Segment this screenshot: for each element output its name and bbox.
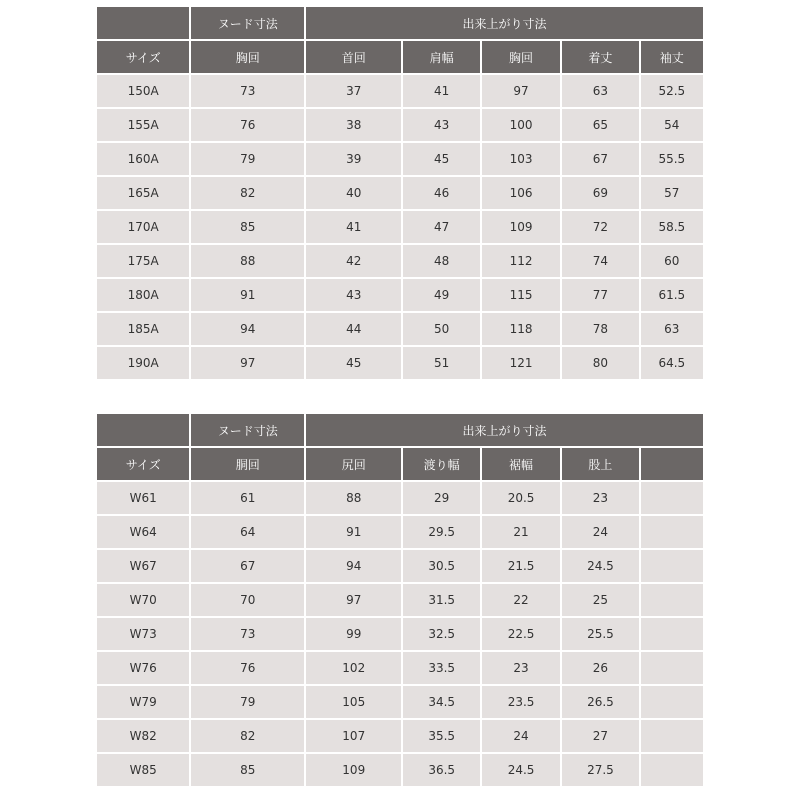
table-cell: 88 (191, 245, 304, 277)
table-cell: 67 (562, 143, 638, 175)
table-cell: 73 (191, 75, 304, 107)
table-cell: 21.5 (482, 550, 560, 582)
table-cell: 102 (306, 652, 401, 684)
table-cell: 61 (191, 482, 304, 514)
table-cell: 64 (191, 516, 304, 548)
column-header: 着丈 (562, 41, 638, 73)
table-cell (641, 720, 703, 752)
table-cell: 31.5 (403, 584, 479, 616)
size-label-cell: W70 (97, 584, 189, 616)
table-cell: 35.5 (403, 720, 479, 752)
size-label-cell: 155A (97, 109, 189, 141)
table-cell: 29 (403, 482, 479, 514)
table-cell: 73 (191, 618, 304, 650)
column-header: 裾幅 (482, 448, 560, 480)
table-cell: 37 (306, 75, 401, 107)
size-label-cell: W73 (97, 618, 189, 650)
table-cell: 94 (191, 313, 304, 345)
table-cell (641, 550, 703, 582)
table-cell: 79 (191, 143, 304, 175)
table-cell: 88 (306, 482, 401, 514)
column-header-row (97, 448, 703, 480)
table-cell: 52.5 (641, 75, 703, 107)
column-header: 渡り幅 (403, 448, 479, 480)
table-cell: 72 (562, 211, 638, 243)
finished-size-header: 出来上がり寸法 (306, 414, 703, 446)
table-cell: 26 (562, 652, 638, 684)
table-cell: 41 (403, 75, 479, 107)
size-label-cell: W85 (97, 754, 189, 786)
size-label-cell: W64 (97, 516, 189, 548)
group-header-row (97, 7, 703, 39)
table-cell: 58.5 (641, 211, 703, 243)
table-cell: 79 (191, 686, 304, 718)
table-cell: 100 (482, 109, 560, 141)
table-cell (641, 482, 703, 514)
table-row (97, 720, 703, 752)
table-cell: 27.5 (562, 754, 638, 786)
column-header-row (97, 41, 703, 73)
table-cell: 63 (641, 313, 703, 345)
column-header: サイズ (97, 41, 189, 73)
table-cell: 40 (306, 177, 401, 209)
table-cell: 43 (306, 279, 401, 311)
table-cell: 64.5 (641, 347, 703, 379)
column-header: 肩幅 (403, 41, 479, 73)
table-cell: 91 (191, 279, 304, 311)
column-header: 尻回 (306, 448, 401, 480)
table-cell: 38 (306, 109, 401, 141)
table-cell: 121 (482, 347, 560, 379)
table-cell: 24 (562, 516, 638, 548)
table-cell: 109 (306, 754, 401, 786)
table-cell: 82 (191, 720, 304, 752)
table-cell: 80 (562, 347, 638, 379)
table-cell: 25.5 (562, 618, 638, 650)
table-cell: 30.5 (403, 550, 479, 582)
table-row (97, 584, 703, 616)
table-cell: 34.5 (403, 686, 479, 718)
table-row (97, 245, 703, 277)
column-header: 胴回 (191, 448, 304, 480)
table-row (97, 313, 703, 345)
column-header: 股上 (562, 448, 638, 480)
table-cell: 69 (562, 177, 638, 209)
table-cell: 51 (403, 347, 479, 379)
size-label-cell: W67 (97, 550, 189, 582)
table-cell: 25 (562, 584, 638, 616)
table-cell: 20.5 (482, 482, 560, 514)
corner-cell (97, 414, 189, 446)
table-cell: 39 (306, 143, 401, 175)
table-cell: 45 (306, 347, 401, 379)
size-label-cell: 170A (97, 211, 189, 243)
column-header: サイズ (97, 448, 189, 480)
column-header: 胸回 (482, 41, 560, 73)
size-label-cell: 150A (97, 75, 189, 107)
table-cell: 49 (403, 279, 479, 311)
table-row (97, 516, 703, 548)
table-cell: 74 (562, 245, 638, 277)
table-cell: 55.5 (641, 143, 703, 175)
table-cell: 41 (306, 211, 401, 243)
size-label-cell: 185A (97, 313, 189, 345)
table-cell: 82 (191, 177, 304, 209)
table-cell: 103 (482, 143, 560, 175)
column-header: 首回 (306, 41, 401, 73)
table-cell: 44 (306, 313, 401, 345)
table-cell: 77 (562, 279, 638, 311)
table-cell: 24.5 (482, 754, 560, 786)
group-header-row (97, 414, 703, 446)
table-cell (641, 652, 703, 684)
table-cell: 85 (191, 754, 304, 786)
table-cell: 76 (191, 652, 304, 684)
table-cell: 85 (191, 211, 304, 243)
table-cell: 26.5 (562, 686, 638, 718)
table-cell: 70 (191, 584, 304, 616)
table-cell: 22.5 (482, 618, 560, 650)
corner-cell (97, 7, 189, 39)
table-row (97, 279, 703, 311)
table-cell: 23.5 (482, 686, 560, 718)
table-row (97, 143, 703, 175)
table-cell: 43 (403, 109, 479, 141)
table-cell (641, 686, 703, 718)
table-cell: 54 (641, 109, 703, 141)
table-row (97, 109, 703, 141)
table-cell: 36.5 (403, 754, 479, 786)
bottom-size-table (95, 412, 705, 788)
table-cell: 65 (562, 109, 638, 141)
table-cell: 29.5 (403, 516, 479, 548)
size-label-cell: 165A (97, 177, 189, 209)
table-cell (641, 516, 703, 548)
table-row (97, 652, 703, 684)
table-cell (641, 754, 703, 786)
table-row (97, 550, 703, 582)
table-cell: 22 (482, 584, 560, 616)
table-cell: 27 (562, 720, 638, 752)
table-cell: 63 (562, 75, 638, 107)
table-row (97, 618, 703, 650)
table-cell: 99 (306, 618, 401, 650)
table-cell: 60 (641, 245, 703, 277)
table-row (97, 347, 703, 379)
table-cell: 109 (482, 211, 560, 243)
table-cell: 57 (641, 177, 703, 209)
table-cell: 24 (482, 720, 560, 752)
table-cell: 91 (306, 516, 401, 548)
size-label-cell: W61 (97, 482, 189, 514)
table-row (97, 75, 703, 107)
table-row (97, 211, 703, 243)
table-cell: 45 (403, 143, 479, 175)
table-cell: 78 (562, 313, 638, 345)
table-cell: 23 (562, 482, 638, 514)
table-row (97, 686, 703, 718)
column-header: 袖丈 (641, 41, 703, 73)
finished-size-header: 出来上がり寸法 (306, 7, 703, 39)
table-cell: 48 (403, 245, 479, 277)
table-cell: 67 (191, 550, 304, 582)
table-cell: 112 (482, 245, 560, 277)
nude-size-header: ヌード寸法 (191, 414, 304, 446)
size-label-cell: W76 (97, 652, 189, 684)
table-cell: 61.5 (641, 279, 703, 311)
table-cell: 50 (403, 313, 479, 345)
table-cell: 94 (306, 550, 401, 582)
table-cell: 46 (403, 177, 479, 209)
table-cell: 47 (403, 211, 479, 243)
table-cell: 105 (306, 686, 401, 718)
table-row (97, 482, 703, 514)
table-cell: 97 (191, 347, 304, 379)
table-cell: 97 (306, 584, 401, 616)
table-cell: 23 (482, 652, 560, 684)
size-label-cell: 160A (97, 143, 189, 175)
column-header: 胸回 (191, 41, 304, 73)
table-cell: 33.5 (403, 652, 479, 684)
size-label-cell: 190A (97, 347, 189, 379)
table-cell (641, 584, 703, 616)
top-size-table (95, 5, 705, 381)
table-cell: 107 (306, 720, 401, 752)
table-cell: 115 (482, 279, 560, 311)
column-header (641, 448, 703, 480)
table-cell: 32.5 (403, 618, 479, 650)
table-cell: 76 (191, 109, 304, 141)
table-cell: 21 (482, 516, 560, 548)
table-cell: 97 (482, 75, 560, 107)
size-label-cell: W82 (97, 720, 189, 752)
table-cell (641, 618, 703, 650)
size-label-cell: 175A (97, 245, 189, 277)
table-cell: 118 (482, 313, 560, 345)
nude-size-header: ヌード寸法 (191, 7, 304, 39)
table-cell: 42 (306, 245, 401, 277)
table-row (97, 177, 703, 209)
table-cell: 24.5 (562, 550, 638, 582)
table-row (97, 754, 703, 786)
size-label-cell: 180A (97, 279, 189, 311)
size-label-cell: W79 (97, 686, 189, 718)
table-cell: 106 (482, 177, 560, 209)
